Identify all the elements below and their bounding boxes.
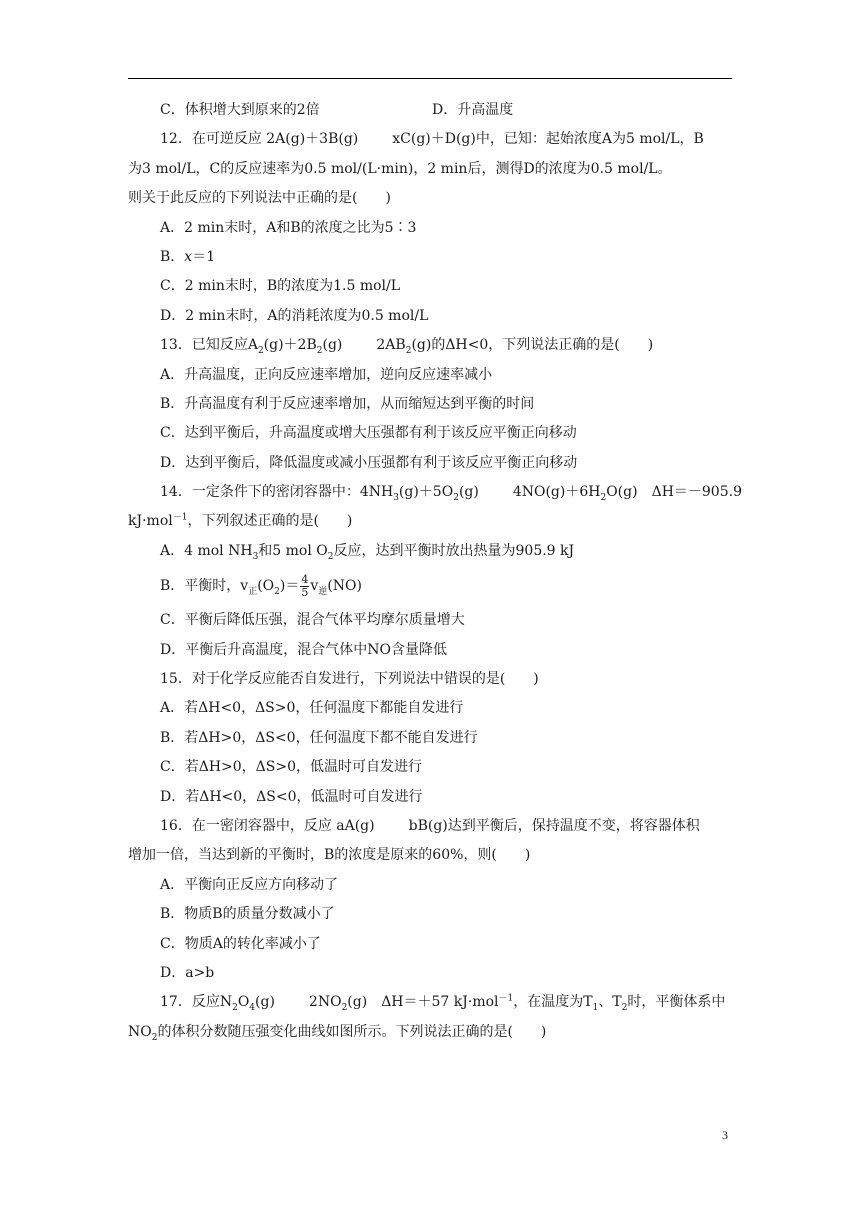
q15-option-b: B．若ΔH>0，ΔS<0，任何温度下都不能自发进行 <box>160 729 478 746</box>
q15-stem: 15．对于化学反应能否自发进行，下列说法中错误的是( ) <box>160 671 539 688</box>
q11-options-cd <box>128 96 732 125</box>
q12-stem-line3: 则关于此反应的下列说法中正确的是( ) <box>128 190 391 207</box>
q12-stem-line2: 为3 mol/L，C的反应速率为0.5 mol/(L·min)，2 min后，测得D的浓度为0.5 mol/L。 <box>128 160 672 177</box>
q15-option-d: D．若ΔH<0，ΔS<0，低温时可自发进行 <box>160 788 423 805</box>
q14-option-d: D．平衡后升高温度，混合气体中NO含量降低 <box>160 641 447 658</box>
page-number: 3 <box>722 1128 728 1142</box>
q12-option-c: C．2 min末时，B的浓度为1.5 mol/L <box>160 278 401 295</box>
q12-option-b: B．x＝1 <box>160 248 216 265</box>
q16-option-b: B．物质B的质量分数减小了 <box>160 906 335 923</box>
q12-option-a: A．2 min末时，A和B的浓度之比为5∶3 <box>160 219 417 236</box>
q16-stem-line2: 增加一倍，当达到新的平衡时，B的浓度是原来的60%，则( ) <box>128 847 531 864</box>
q16-option-c: C．物质A的转化率减小了 <box>160 935 321 952</box>
q14-stem-line2: kJ·mol$^{-1}$，下列叙述正确的是( ) <box>128 512 353 530</box>
exam-page-content <box>128 96 742 1047</box>
q12-stem-line1: 12．在可逆反应 2A(g)＋3B(g) xC(g)＋D(g)中，已知：起始浓度A为5 mol/L，B <box>160 131 704 148</box>
q13-option-c: C．达到平衡后，升高温度或增大压强都有利于该反应平衡正向移动 <box>160 425 577 442</box>
q17-stem-line2: $NO_2$的体积分数随压强变化曲线如图所示。下列说法正确的是( ) <box>128 1023 547 1043</box>
q17-stem-line1: 17．反应$N_2O_4(g)$ $2NO_2(g)$ ΔH＝＋57 kJ·mol$^{-1}$，在温度为$T_1$、$T_2$时，平衡体系中 <box>160 993 726 1014</box>
q11-option-c: C．体积增大到原来的2倍 <box>160 102 320 118</box>
q14-option-a: A．4 mol $NH_3$和5 mol $O_2$反应，达到平衡时放出热量为905.9 kJ <box>160 542 575 562</box>
q14-option-b: B．平衡时，$v_正(O_2)=$ $\frac{4}{5}$ $v_逆(NO)$ <box>160 572 362 599</box>
q14-stem-line1: 14．一定条件下的密闭容器中：$4NH_3(g)+5O_2(g)$ $4NO(g)+6H_2O(g)$ ΔH＝－905.9 <box>160 484 742 503</box>
q15-option-a: A．若ΔH<0，ΔS>0，任何温度下都能自发进行 <box>160 700 464 717</box>
q14-option-c: C．平衡后降低压强，混合气体平均摩尔质量增大 <box>160 612 465 629</box>
q12-option-d: D．2 min末时，A的消耗浓度为0.5 mol/L <box>160 307 429 324</box>
q15-option-c: C．若ΔH>0，ΔS>0，低温时可自发进行 <box>160 759 423 776</box>
q16-option-a: A．平衡向正反应方向移动了 <box>160 876 339 893</box>
q16-stem-line1: 16．在一密闭容器中，反应 aA(g) bB(g)达到平衡后，保持温度不变，将容器体积 <box>160 817 700 834</box>
fraction: $\frac{4}{5}$ <box>301 572 309 599</box>
q11-option-d: D．升高温度 <box>432 102 514 118</box>
q16-option-d: D．a>b <box>160 964 215 981</box>
q13-option-a: A．升高温度，正向反应速率增加，逆向反应速率减小 <box>160 366 493 383</box>
q13-stem: 13．已知反应$A_2(g)+2B_2(g)$ $2AB_2(g)$的ΔH<0，下列说法正确的是( ) <box>160 337 654 356</box>
header-rule <box>128 78 732 79</box>
q13-option-b: B．升高温度有利于反应速率增加，从而缩短达到平衡的时间 <box>160 395 535 412</box>
q13-option-d: D．达到平衡后，降低温度或减小压强都有利于该反应平衡正向移动 <box>160 454 578 471</box>
